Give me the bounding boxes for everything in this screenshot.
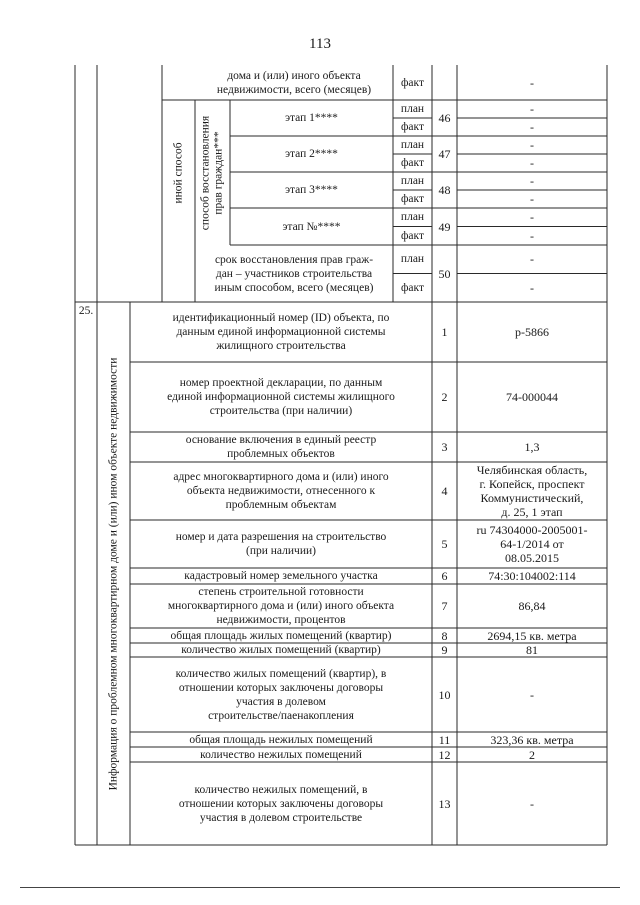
stage-number: 49 — [438, 219, 451, 234]
object-row-value: 86,84 — [518, 599, 546, 613]
stage-label: этап 3**** — [285, 184, 338, 196]
stage-kind-plan: план — [400, 139, 425, 151]
object-row-label: основание включения в единый реестр проблемных объектов — [185, 434, 377, 460]
object-row-number: 9 — [441, 643, 448, 657]
stage-fact-value: - — [530, 192, 534, 206]
stage-kind-fact: факт — [400, 193, 425, 205]
object-row-value: - — [530, 796, 534, 811]
object-row-value: р-5866 — [515, 325, 549, 339]
object-row-label: номер и дата разрешения на строительство (при наличии) — [175, 531, 387, 557]
stage-kind-fact: факт — [400, 121, 425, 133]
object-row-number: 2 — [441, 390, 448, 404]
object-row-number: 13 — [438, 796, 451, 811]
stage-plan-value: - — [530, 210, 534, 225]
object-row-label: общая площадь жилых помещений (квартир) — [170, 629, 392, 642]
object-row-value: ru 74304000-2005001- 64-1/2014 от 08.05.2015 — [476, 523, 588, 565]
stage-number: 46 — [438, 111, 451, 125]
stage-kind-fact: факт — [400, 229, 425, 242]
restoration-subgroup-label: способ восстановления прав граждан*** — [199, 115, 225, 230]
object-row-number: 4 — [441, 484, 448, 498]
object-row-value: 81 — [526, 643, 538, 657]
row-top-value: - — [530, 75, 534, 90]
object-row-value: 1,3 — [524, 440, 540, 454]
term-kind-fact: факт — [400, 281, 425, 294]
object-row-label: количество нежилых помещений, в отношении которых заключены договоры участия в долевом строительстве — [178, 783, 384, 824]
object-row-value: Челябинская область, г. Копейск, проспект Коммунистический, д. 25, 1 этап — [476, 463, 588, 519]
object-row-label: кадастровый номер земельного участка — [184, 570, 378, 582]
page-bottom-rule — [20, 887, 620, 888]
object-row-number: 12 — [438, 747, 451, 762]
method-group-label: иной способ — [172, 141, 184, 204]
row-top-kind: факт — [400, 76, 425, 89]
object-row-number: 5 — [441, 537, 448, 551]
stage-plan-value: - — [530, 174, 534, 188]
object-row-label: адрес многоквартирного дома и (или) иного объекта недвижимости, отнесенного к проблемным объектам — [173, 471, 389, 511]
stage-kind-plan: план — [400, 103, 425, 115]
stage-label: этап №**** — [282, 220, 341, 233]
object-row-number: 1 — [441, 325, 448, 339]
stage-fact-value: - — [530, 228, 534, 243]
object-row-value: 323,36 кв. метра — [490, 732, 574, 747]
page-number: 113 — [309, 36, 331, 52]
object-row-label: номер проектной декларации, по данным единой информационной системы жилищного строительства (при наличии) — [167, 377, 395, 417]
object-row-value: 2 — [529, 747, 535, 762]
stage-kind-fact: факт — [400, 157, 425, 169]
term-plan-value: - — [530, 252, 534, 267]
term-fact-value: - — [530, 280, 534, 295]
section-vertical-label: Информация о проблемном многоквартирном доме и (или) ином объекте недвижимости — [107, 357, 119, 790]
object-row-value: 74-000044 — [506, 390, 558, 404]
stage-plan-value: - — [530, 102, 534, 116]
stage-number: 48 — [438, 183, 451, 197]
stage-kind-plan: план — [400, 211, 425, 224]
stage-label: этап 2**** — [285, 148, 338, 160]
stage-number: 47 — [438, 147, 451, 161]
object-row-number: 8 — [441, 628, 448, 643]
object-row-label: идентификационный номер (ID) объекта, по данным единой информационной системы жилищного строительства — [172, 312, 390, 352]
object-row-number: 10 — [438, 687, 451, 702]
stage-kind-plan: план — [400, 175, 425, 187]
object-row-number: 7 — [441, 599, 448, 613]
object-row-label: количество жилых помещений (квартир) — [181, 644, 381, 656]
row-top-label: дома и (или) иного объекта недвижимости, всего (месяцев) — [216, 69, 372, 96]
stage-fact-value: - — [530, 156, 534, 170]
stage-plan-value: - — [530, 138, 534, 152]
object-row-number: 3 — [441, 440, 448, 454]
object-row-number: 11 — [438, 732, 451, 747]
object-row-label: количество нежилых помещений — [200, 748, 362, 761]
stage-fact-value: - — [530, 120, 534, 134]
object-row-value: - — [530, 687, 534, 702]
object-row-value: 74:30:104002:114 — [488, 569, 576, 583]
object-row-value: 2694,15 кв. метра — [487, 628, 577, 643]
object-row-label: общая площадь нежилых помещений — [189, 733, 373, 746]
stage-label: этап 1**** — [285, 112, 338, 124]
object-row-number: 6 — [441, 569, 448, 583]
term-row-label: срок восстановления прав граж- дан – участников строительства иным способом, всего (месяцев) — [214, 253, 374, 294]
object-row-label: количество жилых помещений (квартир), в отношении которых заключены договоры участия в долевом строительстве/паенакопления — [175, 667, 387, 722]
term-kind-plan: план — [400, 253, 425, 266]
object-row-label: степень строительной готовности многоквартирного дома и (или) иного объекта недвижимости, процентов — [167, 586, 395, 626]
block-index: 25. — [78, 305, 94, 317]
term-row-number: 50 — [438, 266, 451, 281]
